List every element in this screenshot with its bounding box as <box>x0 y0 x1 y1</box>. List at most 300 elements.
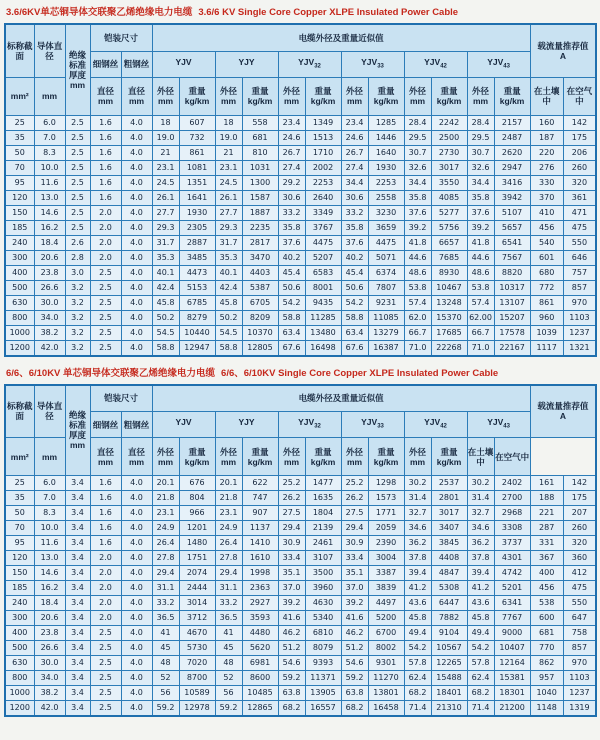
cell-value: 5756 <box>431 220 467 235</box>
cell-value: 5657 <box>494 220 530 235</box>
cell-value: 8079 <box>305 641 341 656</box>
table-row <box>5 641 596 656</box>
cell-value: 26.4 <box>215 536 242 551</box>
cell-value: 320 <box>563 536 596 551</box>
cell-value: 770 <box>530 641 563 656</box>
cell-value: 8209 <box>242 310 278 325</box>
cell-value: 500 <box>5 280 34 295</box>
cell-value: 36.2 <box>404 536 431 551</box>
cell-value: 21 <box>152 145 179 160</box>
cell-value: 647 <box>563 611 596 626</box>
cell-value: 50.2 <box>215 310 242 325</box>
cell-value: 15207 <box>494 310 530 325</box>
cell-value: 36.2 <box>467 536 494 551</box>
cell-value: 29.3 <box>215 220 242 235</box>
cell-value: 1573 <box>368 491 404 506</box>
cell-value: 1039 <box>530 325 563 340</box>
cell-value: 31.1 <box>215 581 242 596</box>
cell-value: 43.6 <box>467 596 494 611</box>
cell-value: 4.0 <box>121 656 152 671</box>
col-insulation-thickness: 绝缘标准厚度 mm <box>65 24 90 115</box>
cell-value: 48 <box>215 656 242 671</box>
table-row <box>5 596 596 611</box>
cell-value: 39.2 <box>278 596 305 611</box>
cell-value: 3.4 <box>65 611 90 626</box>
unit-od: 外径 mm <box>278 77 305 115</box>
cell-value: 550 <box>563 596 596 611</box>
cell-value: 25.2 <box>341 476 368 491</box>
col-in-air: 在空气中 <box>494 438 530 476</box>
table-row <box>5 671 596 686</box>
cell-value: 5277 <box>431 205 467 220</box>
cell-value: 23.4 <box>341 115 368 130</box>
cell-value: 4.0 <box>121 190 152 205</box>
col-fine-steel-wire: 细钢丝 <box>90 51 121 77</box>
cell-value: 4847 <box>431 566 467 581</box>
col-type-yjv: YJV <box>152 412 215 438</box>
cell-value: 142 <box>563 115 596 130</box>
cell-value: 2059 <box>368 521 404 536</box>
unit-weight: 重量 kg/km <box>368 438 404 476</box>
cell-value: 4.0 <box>121 265 152 280</box>
unit-weight: 重量 kg/km <box>305 438 341 476</box>
cell-value: 1298 <box>368 476 404 491</box>
cell-value: 207 <box>563 506 596 521</box>
cell-value: 857 <box>563 280 596 295</box>
unit-od: 外径 mm <box>404 438 431 476</box>
cell-value: 3659 <box>368 220 404 235</box>
cell-value: 4.0 <box>121 145 152 160</box>
cell-value: 3308 <box>494 521 530 536</box>
cell-value: 1930 <box>368 160 404 175</box>
cell-value: 31.1 <box>152 581 179 596</box>
cell-value: 6447 <box>431 596 467 611</box>
cell-value: 42.4 <box>215 280 242 295</box>
table-row <box>5 566 596 581</box>
cell-value: 966 <box>179 506 215 521</box>
cell-value: 3593 <box>242 611 278 626</box>
cell-value: 95 <box>5 536 34 551</box>
table2-header <box>5 385 596 476</box>
cell-value: 35.8 <box>404 190 431 205</box>
cell-value: 67.6 <box>341 340 368 356</box>
cell-value: 62.0 <box>404 310 431 325</box>
cell-value: 9231 <box>368 295 404 310</box>
col-type-yjv42: $YJV_{42}$ <box>404 51 467 77</box>
cell-value: 240 <box>5 596 34 611</box>
cell-value: 1237 <box>563 686 596 701</box>
cell-value: 3500 <box>305 566 341 581</box>
cell-value: 1.6 <box>90 506 121 521</box>
cell-value: 12947 <box>179 340 215 356</box>
cell-value: 62.4 <box>467 671 494 686</box>
cell-value: 40.2 <box>341 250 368 265</box>
cell-value: 758 <box>563 626 596 641</box>
cell-value: 34.4 <box>404 175 431 190</box>
cell-value: 622 <box>242 476 278 491</box>
cell-value: 3.4 <box>65 656 90 671</box>
cell-value: 3.4 <box>65 596 90 611</box>
cell-value: 600 <box>530 611 563 626</box>
cell-value: 2817 <box>242 235 278 250</box>
cell-value: 1.6 <box>90 521 121 536</box>
cell-value: 4.0 <box>121 235 152 250</box>
cell-value: 3014 <box>179 596 215 611</box>
cell-value: 68.2 <box>341 701 368 717</box>
cell-value: 29.4 <box>152 566 179 581</box>
col-type-yjy: YJY <box>215 412 278 438</box>
cell-value: 33.4 <box>278 551 305 566</box>
cell-value: 59.2 <box>152 701 179 717</box>
cell-value: 42.0 <box>34 340 65 356</box>
cell-value: 772 <box>530 280 563 295</box>
cell-value: 276 <box>530 160 563 175</box>
col-type-yjv43: $YJV_{43}$ <box>467 412 530 438</box>
col-type-yjv32: $YJV_{32}$ <box>278 51 341 77</box>
col-insulation-thickness: 绝缘标准厚度 mm <box>65 385 90 476</box>
cell-value: 1887 <box>242 205 278 220</box>
cell-value: 3712 <box>179 611 215 626</box>
cell-value: 37.6 <box>278 235 305 250</box>
cell-value: 1148 <box>530 701 563 717</box>
cell-value: 7807 <box>368 280 404 295</box>
cell-value: 2.0 <box>90 566 121 581</box>
cell-value: 3470 <box>242 250 278 265</box>
cell-value: 3.4 <box>65 686 90 701</box>
table-row <box>5 160 596 175</box>
cell-value: 45.4 <box>278 265 305 280</box>
cell-value: 53.8 <box>467 280 494 295</box>
table-row <box>5 190 596 205</box>
cell-value: 2.6 <box>65 235 90 250</box>
cell-value: 11085 <box>368 310 404 325</box>
cell-value: 3.4 <box>65 641 90 656</box>
cell-value: 331 <box>530 536 563 551</box>
cell-value: 12865 <box>242 701 278 717</box>
cell-value: 11371 <box>305 671 341 686</box>
cell-value: 2947 <box>494 160 530 175</box>
col-type-yjv32: $YJV_{32}$ <box>278 412 341 438</box>
cell-value: 54.6 <box>278 656 305 671</box>
cell-value: 37.6 <box>467 205 494 220</box>
cell-value: 57.4 <box>404 295 431 310</box>
cell-value: 41 <box>215 626 242 641</box>
cell-value: 3.0 <box>65 265 90 280</box>
cell-value: 41 <box>152 626 179 641</box>
cell-value: 2.5 <box>90 701 121 717</box>
cell-value: 56 <box>152 686 179 701</box>
cell-value: 45.8 <box>215 295 242 310</box>
cell-value: 8001 <box>305 280 341 295</box>
cell-value: 19.0 <box>152 130 179 145</box>
cell-value: 1610 <box>242 551 278 566</box>
cell-value: 2700 <box>494 491 530 506</box>
col-coarse-steel-wire: 粗钢丝 <box>121 51 152 77</box>
cell-value: 5200 <box>368 611 404 626</box>
cell-value: 676 <box>179 476 215 491</box>
cell-value: 12164 <box>494 656 530 671</box>
cell-value: 54.5 <box>215 325 242 340</box>
cell-value: 27.7 <box>152 205 179 220</box>
cell-value: 68.2 <box>278 701 305 717</box>
cell-value: 907 <box>242 506 278 521</box>
cell-value: 42.0 <box>34 701 65 717</box>
cell-value: 48 <box>152 656 179 671</box>
cell-value: 9104 <box>431 626 467 641</box>
cell-value: 3960 <box>305 581 341 596</box>
cell-value: 30.7 <box>404 145 431 160</box>
col-type-yjv42: $YJV_{42}$ <box>404 412 467 438</box>
cell-value: 24.5 <box>152 175 179 190</box>
cell-value: 220 <box>530 145 563 160</box>
cell-value: 4473 <box>179 265 215 280</box>
cell-value: 35.3 <box>215 250 242 265</box>
cell-value: 46.2 <box>341 626 368 641</box>
cell-value: 1477 <box>305 476 341 491</box>
cell-value: 3107 <box>305 551 341 566</box>
cell-value: 861 <box>530 295 563 310</box>
cell-value: 804 <box>179 491 215 506</box>
cell-value: 18.4 <box>34 235 65 250</box>
cell-value: 66.7 <box>467 325 494 340</box>
cell-value: 30.9 <box>341 536 368 551</box>
table2-title-cn: 6/6、6/10KV 单芯铜导体交联聚乙烯绝缘电力电缆 <box>6 367 216 379</box>
cell-value: 400 <box>5 265 34 280</box>
cell-value: 58.8 <box>341 310 368 325</box>
col-fine-steel-wire: 细钢丝 <box>90 412 121 438</box>
cell-value: 3.4 <box>65 566 90 581</box>
cell-value: 27.5 <box>341 506 368 521</box>
unit-od: 外径 mm <box>404 77 431 115</box>
cell-value: 6810 <box>305 626 341 641</box>
cell-value: 58.8 <box>278 310 305 325</box>
cell-value: 3485 <box>179 250 215 265</box>
cell-value: 2.0 <box>90 596 121 611</box>
cell-value: 4.0 <box>121 220 152 235</box>
cell-value: 3407 <box>431 521 467 536</box>
cell-value: 37.6 <box>404 205 431 220</box>
cell-value: 2235 <box>242 220 278 235</box>
col-group-od-weight: 电缆外径及重量近似值 <box>152 385 530 412</box>
cell-value: 3387 <box>368 566 404 581</box>
table2-body <box>5 476 596 717</box>
unit-weight: 重量 kg/km <box>242 438 278 476</box>
cell-value: 35 <box>5 130 34 145</box>
cell-value: 1446 <box>368 130 404 145</box>
cell-value: 410 <box>530 205 563 220</box>
cell-value: 120 <box>5 551 34 566</box>
cell-value: 2.5 <box>90 641 121 656</box>
cell-value: 4475 <box>368 235 404 250</box>
cell-value: 57.8 <box>467 656 494 671</box>
cell-value: 11.6 <box>34 536 65 551</box>
cell-value: 30.6 <box>278 190 305 205</box>
cell-value: 38.2 <box>34 686 65 701</box>
cell-value: 456 <box>530 581 563 596</box>
cell-value: 558 <box>242 115 278 130</box>
table1-header <box>5 24 596 115</box>
cell-value: 2.8 <box>65 250 90 265</box>
cell-value: 1.6 <box>90 115 121 130</box>
cell-value: 1081 <box>179 160 215 175</box>
cell-value: 2730 <box>431 145 467 160</box>
cell-value: 10589 <box>179 686 215 701</box>
cell-value: 5387 <box>242 280 278 295</box>
cell-value: 3550 <box>431 175 467 190</box>
cell-value: 26.6 <box>34 280 65 295</box>
cell-value: 8002 <box>368 641 404 656</box>
cell-value: 4085 <box>431 190 467 205</box>
table-row <box>5 220 596 235</box>
table1-body <box>5 115 596 356</box>
cell-value: 260 <box>563 160 596 175</box>
cell-value: 475 <box>563 581 596 596</box>
cell-value: 2.5 <box>90 325 121 340</box>
cell-value: 50.2 <box>152 310 179 325</box>
cell-value: 54.6 <box>341 656 368 671</box>
cell-value: 412 <box>563 566 596 581</box>
cell-value: 59.2 <box>215 701 242 717</box>
cell-value: 2.0 <box>90 581 121 596</box>
cell-value: 540 <box>530 235 563 250</box>
cell-value: 1.6 <box>90 536 121 551</box>
cell-value: 44.6 <box>404 250 431 265</box>
cell-value: 3.4 <box>65 671 90 686</box>
cell-value: 175 <box>563 491 596 506</box>
cell-value: 221 <box>530 506 563 521</box>
cell-value: 862 <box>530 656 563 671</box>
cell-value: 34.0 <box>34 671 65 686</box>
cell-value: 13801 <box>368 686 404 701</box>
cell-value: 4.0 <box>121 340 152 356</box>
cell-value: 29.5 <box>467 130 494 145</box>
cell-value: 39.2 <box>341 596 368 611</box>
cell-value: 2537 <box>431 476 467 491</box>
cell-value: 4403 <box>242 265 278 280</box>
cell-value: 4.0 <box>121 115 152 130</box>
cell-value: 161 <box>530 476 563 491</box>
cell-value: 16498 <box>305 340 341 356</box>
cell-value: 68.2 <box>404 686 431 701</box>
cell-value: 33.2 <box>341 205 368 220</box>
cell-value: 20.1 <box>215 476 242 491</box>
unit-od: 外径 mm <box>152 77 179 115</box>
table-row <box>5 340 596 356</box>
cell-value: 26.7 <box>341 145 368 160</box>
cell-value: 10370 <box>242 325 278 340</box>
cell-value: 12265 <box>431 656 467 671</box>
cell-value: 681 <box>242 130 278 145</box>
cell-value: 29.2 <box>278 175 305 190</box>
cell-value: 29.4 <box>278 521 305 536</box>
col-conductor-diameter: 导体直径 <box>34 385 65 438</box>
cell-value: 4.0 <box>121 521 152 536</box>
cell-value: 6.0 <box>34 476 65 491</box>
cell-value: 11270 <box>368 671 404 686</box>
cell-value: 24.6 <box>341 130 368 145</box>
cell-value: 6.0 <box>34 115 65 130</box>
cell-value: 36.5 <box>152 611 179 626</box>
cell-value: 1771 <box>368 506 404 521</box>
cell-value: 7685 <box>431 250 467 265</box>
cell-value: 8820 <box>494 265 530 280</box>
cell-value: 49.4 <box>467 626 494 641</box>
cell-value: 471 <box>563 205 596 220</box>
cell-value: 18 <box>152 115 179 130</box>
cell-value: 2.0 <box>90 551 121 566</box>
cell-value: 8279 <box>179 310 215 325</box>
cell-value: 1.6 <box>90 190 121 205</box>
cell-value: 607 <box>179 115 215 130</box>
cell-value: 35 <box>5 491 34 506</box>
cell-value: 8.3 <box>34 145 65 160</box>
cell-value: 1237 <box>563 325 596 340</box>
table-row <box>5 491 596 506</box>
cell-value: 51.2 <box>341 641 368 656</box>
cell-value: 10485 <box>242 686 278 701</box>
table-row <box>5 551 596 566</box>
cell-value: 54.2 <box>404 641 431 656</box>
cell-value: 4.0 <box>121 175 152 190</box>
cell-value: 15370 <box>431 310 467 325</box>
cell-value: 2402 <box>494 476 530 491</box>
cell-value: 67.6 <box>278 340 305 356</box>
cell-value: 68.2 <box>467 686 494 701</box>
unit-od: 外径 mm <box>467 77 494 115</box>
cell-value: 3.4 <box>65 536 90 551</box>
unit-wire-diameter-fine: 直径 mm <box>90 438 121 476</box>
cell-value: 25 <box>5 115 34 130</box>
cell-value: 9301 <box>368 656 404 671</box>
cell-value: 30.0 <box>34 656 65 671</box>
cell-value: 2487 <box>494 130 530 145</box>
cell-value: 5620 <box>242 641 278 656</box>
cell-value: 37.6 <box>341 235 368 250</box>
cell-value: 2.5 <box>65 160 90 175</box>
cell-value: 3416 <box>494 175 530 190</box>
unit-weight: 重量 kg/km <box>305 77 341 115</box>
cell-value: 2.5 <box>65 205 90 220</box>
cell-value: 1998 <box>242 566 278 581</box>
cell-value: 16458 <box>368 701 404 717</box>
cell-value: 2801 <box>431 491 467 506</box>
cell-value: 10.0 <box>34 521 65 536</box>
cell-value: 1300 <box>242 175 278 190</box>
cell-value: 1137 <box>242 521 278 536</box>
cell-value: 1410 <box>242 536 278 551</box>
cell-value: 3017 <box>431 506 467 521</box>
cell-value: 23.4 <box>278 115 305 130</box>
cell-value: 30.2 <box>467 476 494 491</box>
cell-value: 58.8 <box>215 340 242 356</box>
cell-value: 2.5 <box>65 190 90 205</box>
cell-value: 32.6 <box>467 160 494 175</box>
cell-value: 8.3 <box>34 506 65 521</box>
cell-value: 2363 <box>242 581 278 596</box>
cell-value: 1710 <box>305 145 341 160</box>
cell-value: 6583 <box>305 265 341 280</box>
cell-value: 33.2 <box>278 205 305 220</box>
cell-value: 21.8 <box>152 491 179 506</box>
cell-value: 45 <box>152 641 179 656</box>
cell-value: 45.8 <box>152 295 179 310</box>
cell-value: 9000 <box>494 626 530 641</box>
cell-value: 1.6 <box>90 491 121 506</box>
cell-value: 857 <box>563 641 596 656</box>
cell-value: 31.7 <box>152 235 179 250</box>
cell-value: 14.6 <box>34 205 65 220</box>
cell-value: 1.6 <box>90 160 121 175</box>
